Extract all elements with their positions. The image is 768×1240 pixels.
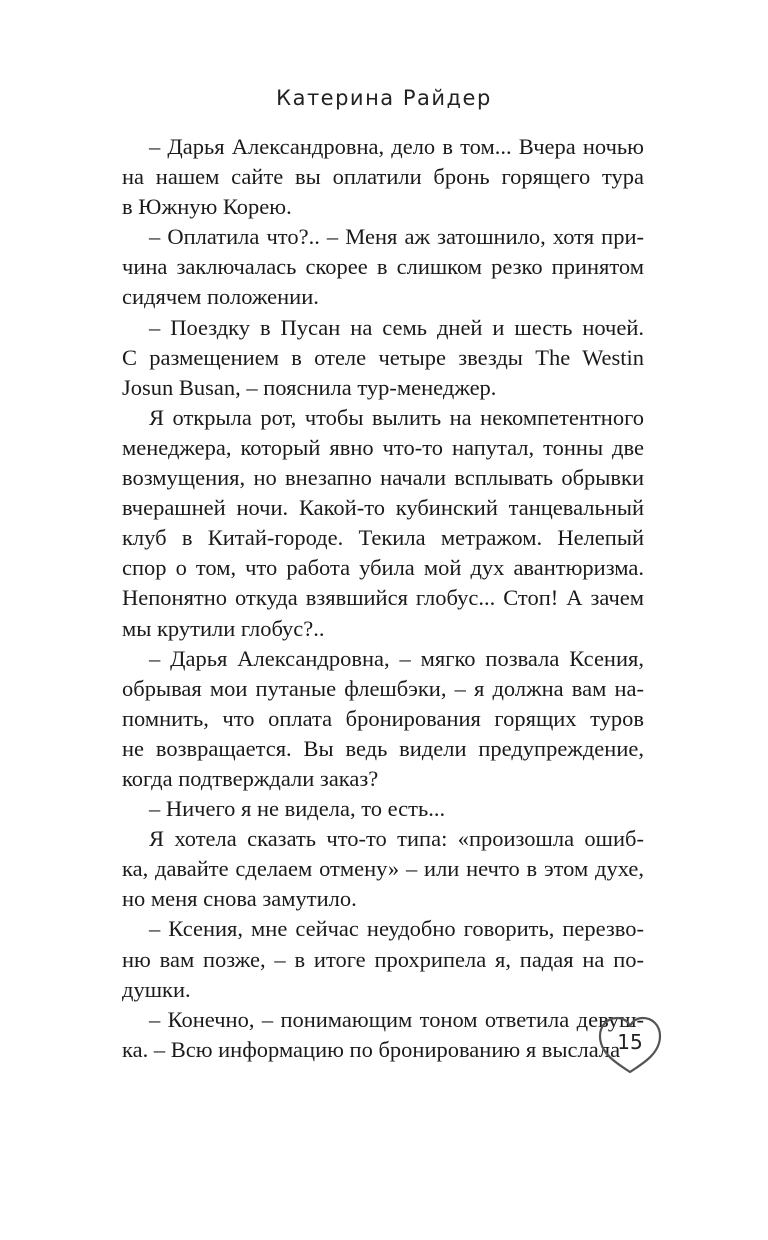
- text-line: Я хотела сказать что-то типа: «произошла ошиб-: [149, 826, 644, 852]
- text-line: ню вам позже, – в итоге прохрипела я, падая на по-: [122, 946, 644, 972]
- text-line: – Дарья Александровна, – мягко позвала Ксения,: [149, 645, 644, 671]
- text-line: клуб в Китай-городе. Текила метражом. Нелепый: [122, 525, 644, 551]
- text-line: – Ничего я не видела, то есть...: [149, 796, 446, 822]
- text-line: – Поездку в Пусан на семь дней и шесть ночей.: [149, 314, 644, 340]
- text-line: менеджера, который явно что-то напутал, тонны две: [122, 434, 644, 460]
- text-line: С размещением в отеле четыре звезды The Westin: [122, 344, 644, 370]
- text-line: – Дарья Александровна, дело в том... Вчера ночью: [149, 134, 644, 159]
- text-line: не возвращается. Вы ведь видели предупреждение,: [122, 735, 644, 761]
- text-line: помнить, что оплата бронирования горящих туров: [122, 705, 644, 731]
- paragraph: [122, 1005, 644, 1065]
- text-line: – Ксения, мне сейчас неудобно говорить, перезво-: [149, 916, 644, 942]
- text-line: Непонятно откуда взявшийся глобус... Стоп! А зачем: [122, 585, 644, 611]
- paragraph: [122, 824, 644, 914]
- text-line: в Южную Корею.: [122, 194, 292, 220]
- text-line: возмущения, но внезапно начали всплывать обрывки: [122, 465, 644, 491]
- page-number: 15: [617, 1030, 643, 1054]
- text-line: Я открыла рот, чтобы вылить на некомпетентного: [149, 404, 644, 430]
- paragraph: [122, 403, 644, 644]
- paragraph: [122, 132, 644, 222]
- paragraph: [122, 644, 644, 794]
- paragraph: [122, 914, 644, 1004]
- text-line: когда подтверждали заказ?: [122, 765, 379, 791]
- text-line: – Оплатила что?.. – Меня аж затошнило, хотя при-: [149, 224, 644, 250]
- body-text: [122, 132, 644, 1065]
- running-title: Катерина Райдер: [276, 86, 492, 110]
- page-number-badge: [596, 1014, 664, 1076]
- text-line: вчерашней ночи. Какой-то кубинский танцевальный: [122, 495, 644, 521]
- text-line: сидячем положении.: [122, 284, 319, 310]
- paragraph: [122, 794, 644, 824]
- text-line: – Конечно, – понимающим тоном ответила девуш-: [149, 1006, 644, 1032]
- text-line: чина заключалась скорее в слишком резко принятом: [122, 254, 644, 280]
- text-line: спор о том, что работа убила мой дух авантюризма.: [122, 555, 644, 581]
- paragraph: [122, 313, 644, 403]
- paragraph: [122, 222, 644, 312]
- text-line: Josun Busan, – пояснила тур-менеджер.: [122, 374, 497, 400]
- text-line: душки.: [122, 976, 191, 1002]
- text-line: ка, давайте сделаем отмену» – или нечто в этом духе,: [122, 856, 644, 882]
- text-line: ка. – Всю информацию по бронированию я выслала: [122, 1036, 621, 1062]
- text-line: на нашем сайте вы оплатили бронь горящего тура: [122, 164, 644, 190]
- text-line: мы крутили глобус?..: [122, 615, 325, 641]
- text-line: обрывая мои путаные флешбэки, – я должна вам на-: [122, 675, 644, 701]
- text-line: но меня снова замутило.: [122, 886, 357, 912]
